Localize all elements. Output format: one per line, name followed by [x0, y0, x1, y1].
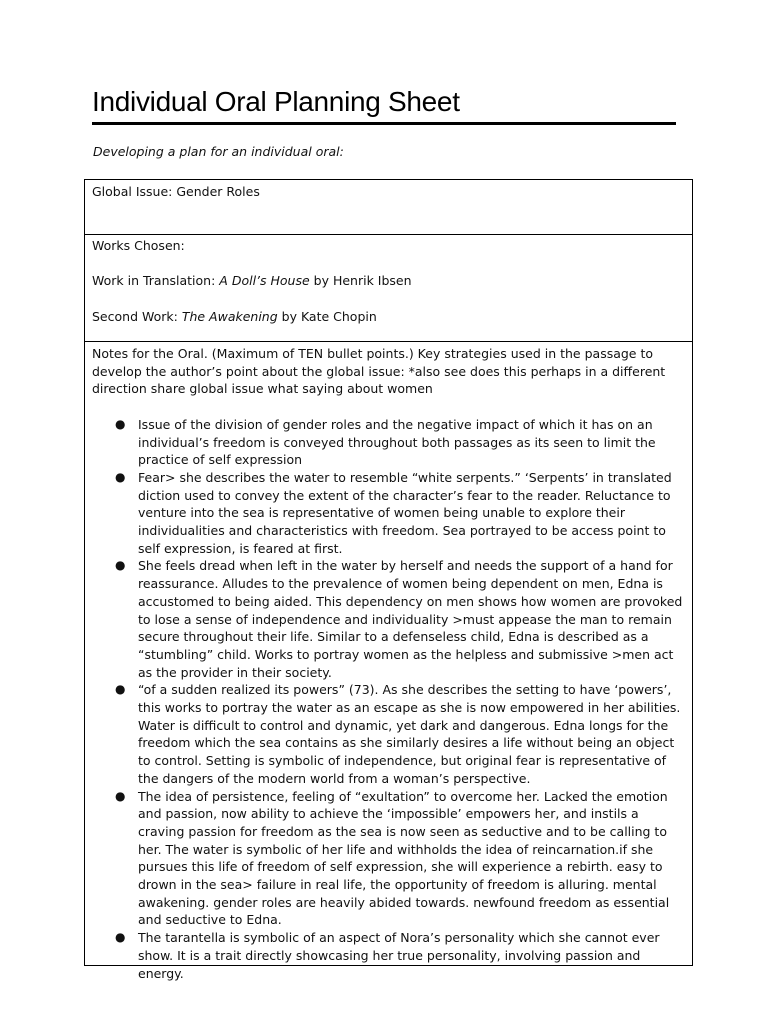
- list-item: [92, 681, 685, 787]
- notes-list: [92, 416, 685, 983]
- work-in-translation: [92, 272, 685, 290]
- second-work-title: The Awakening: [181, 308, 278, 324]
- translation-label: Work in Translation:: [92, 273, 220, 289]
- list-item: [92, 416, 685, 469]
- list-item-text: “of a sudden realized its powers” (73). As she describes the setting to have ‘powers’, this works to portray the water as an escape as she is now empowered in her abilities. Water is difficult to control and dynamic, yet dark and dangerous. Edna longs for the freedom which the sea contains as she similarly desires a life without being an object to control. Setting is symbolic of independence, but original fear is representative of the dangers of the modern world from a woman’s perspective.: [138, 682, 681, 786]
- bullet-icon: ●: [115, 788, 126, 803]
- bullet-icon: ●: [115, 469, 126, 484]
- bullet-icon: ●: [115, 416, 126, 431]
- second-work-label: Second Work:: [92, 308, 182, 324]
- bullet-icon: ●: [115, 930, 126, 945]
- second-work: [92, 308, 685, 326]
- list-item-text: Issue of the division of gender roles and the negative impact of which it has on an individual’s freedom is conveyed throughout both passages as its seen to limit the practice of self expression: [138, 416, 656, 468]
- list-item: [92, 469, 685, 558]
- list-item-text: She feels dread when left in the water by herself and needs the support of a hand for reassurance. Alludes to the prevalence of women being dependent on men, Edna is accustomed to being aided. This dependency on men shows how women are provoked to lose a sense of independence and individuality >must appease the man to remain secure throughout their life. Similar to a defenseless child, Edna is described as a “stumbling” child. Works to portray women as the helpless and submissive >men act as the provider in their society.: [138, 558, 683, 680]
- global-issue-cell: [85, 180, 692, 235]
- list-item-text: Fear> she describes the water to resemble “white serpents.” ‘Serpents’ in translated diction used to convey the extent of the character’s fear to the reader. Reluctance to venture into the sea is representative of women being unable to explore their individualities and characteristics with freedom. Sea portrayed to be access point to self expression, is feared at first.: [138, 469, 672, 556]
- list-item: [92, 788, 685, 930]
- list-item-text: The tarantella is symbolic of an aspect of Nora’s personality which she cannot ever show. It is a trait directly showcasing her true personality, involving passion and energy.: [138, 930, 660, 981]
- notes-cell: [85, 342, 692, 981]
- second-work-author: by Kate Chopin: [277, 308, 377, 324]
- page-subtitle: Developing a plan for an individual oral:: [93, 144, 344, 159]
- list-item: [92, 929, 685, 982]
- title-underline: [92, 122, 676, 125]
- list-item: [92, 557, 685, 681]
- translation-title: A Doll’s House: [219, 273, 310, 289]
- page-title: Individual Oral Planning Sheet: [92, 86, 460, 117]
- global-issue-text: Global Issue: Gender Roles: [92, 184, 260, 199]
- planning-table: [84, 179, 693, 981]
- works-heading: Works Chosen:: [92, 238, 185, 253]
- works-chosen-cell: [85, 235, 692, 342]
- list-item-text: The idea of persistence, feeling of “exultation” to overcome her. Lacked the emotion and passion, now ability to achieve the ‘impossible’ empowers her, and instils a craving passion for freedom as the sea is now seen as seductive and to be calling to her. The water is symbolic of her life and withholds the idea of reincarnation.if she pursues this life of freedom of self expression, she will experience a rebirth. easy to drown in the sea> failure in real life, the opportunity of freedom is alluring. mental awakening. gender roles are heavily abided towards. newfound freedom as essential and seductive to Edna.: [138, 788, 670, 928]
- bullet-icon: ●: [115, 558, 126, 573]
- notes-heading: Notes for the Oral. (Maximum of TEN bullet points.) Key strategies used in the passage to develop the author’s point about the global issue: *also see does this perhaps in a different direction share global issue what saying about women: [92, 346, 666, 397]
- bullet-icon: ●: [115, 682, 126, 697]
- translation-author: by Henrik Ibsen: [309, 273, 412, 289]
